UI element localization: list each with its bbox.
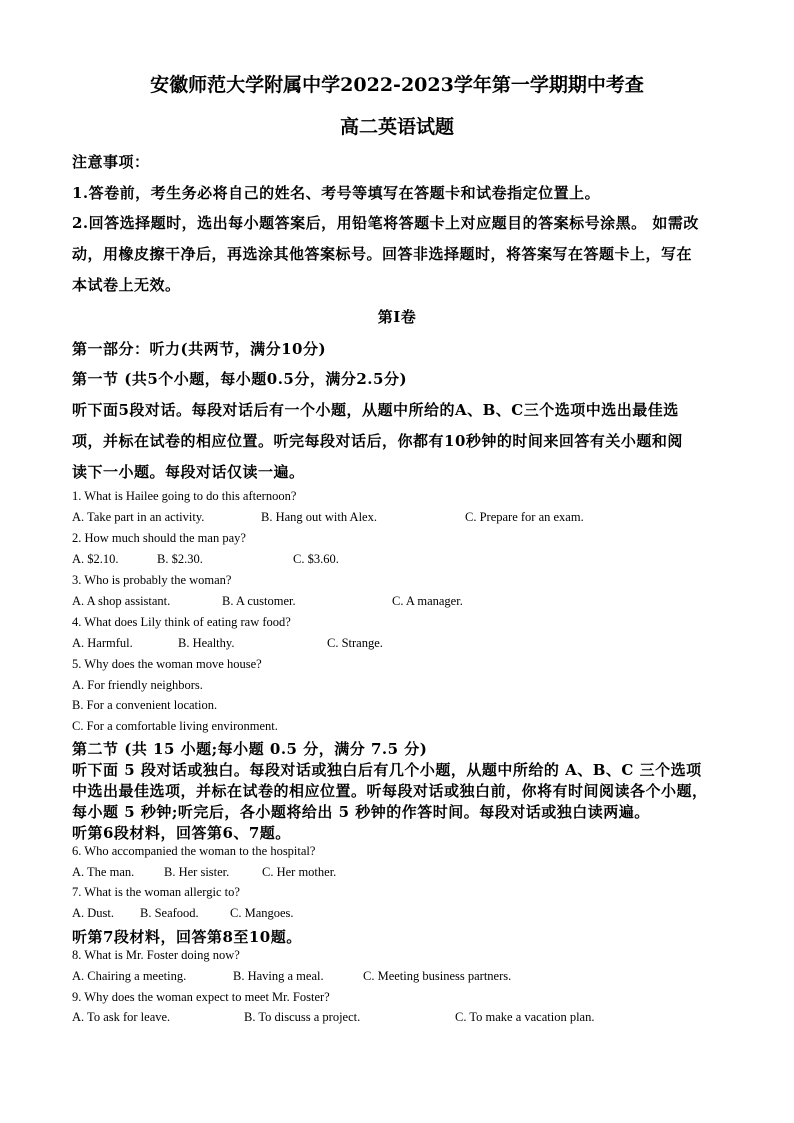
notice-item-1: 1.答卷前，考生务必将自己的姓名、考号等填写在答题卡和试卷指定位置上。 [72, 184, 601, 202]
question-9-option-c: C. To make a vacation plan. [455, 1010, 595, 1024]
question-6-option-b: B. Her sister. [164, 865, 230, 879]
question-7-option-a: A. Dust. [72, 906, 115, 920]
question-4-option-b: B. Healthy. [178, 636, 235, 650]
question-6: 6. Who accompanied the woman to the hospital? [72, 844, 316, 858]
question-8-option-b: B. Having a meal. [233, 969, 324, 983]
question-2-option-c: C. $3.60. [293, 552, 339, 566]
question-8: 8. What is Mr. Foster doing now? [72, 948, 240, 962]
question-3-option-a: A. A shop assistant. [72, 594, 171, 608]
question-4-option-c: C. Strange. [327, 636, 383, 650]
question-5: 5. Why does the woman move house? [72, 657, 262, 671]
notice-heading: 注意事项： [72, 153, 150, 171]
notice-item-2-line-3: 本试卷上无效。 [72, 276, 181, 294]
question-4: 4. What does Lily think of eating raw food? [72, 615, 291, 629]
exam-title: 安徽师范大学附属中学2022-2023学年第一学期期中考查 [150, 74, 644, 96]
section1-heading: 第一节 (共5个小题，每小题0.5分，满分2.5分) [72, 370, 408, 388]
question-8-option-c: C. Meeting business partners. [363, 969, 512, 983]
part1-heading: 第一部分：听力(共两节，满分10分) [72, 340, 327, 358]
question-9-option-b: B. To discuss a project. [244, 1010, 361, 1024]
section2-instruction-line-1: 听下面 5 段对话或独白。每段对话或独白后有几个小题，从题中所给的 A、B、C 三个选项 [72, 761, 702, 779]
question-3: 3. Who is probably the woman? [72, 573, 232, 587]
notice-item-2-line-2: 动，用橡皮擦干净后，再选涂其他答案标号。回答非选择题时，将答案写在答题卡上，写在 [72, 245, 693, 263]
question-2-option-a: A. $2.10. [72, 552, 119, 566]
volume-heading: 第I卷 [377, 308, 417, 326]
question-6-option-c: C. Her mother. [262, 865, 337, 879]
question-5-option-b: B. For a convenient location. [72, 698, 218, 712]
section2-heading: 第二节 (共 15 小题;每小题 0.5 分，满分 7.5 分) [72, 740, 428, 758]
section2-instruction-line-2: 中选出最佳选项，并标在试卷的相应位置。听每段对话或独白前，你将有时间阅读各个小题， [72, 782, 708, 800]
question-4-option-a: A. Harmful. [72, 636, 133, 650]
section1-instruction-line-1: 听下面5段对话。每段对话后有一个小题，从题中所给的A、B、C三个选项中选出最佳选 [72, 401, 679, 419]
question-1-option-c: C. Prepare for an exam. [465, 510, 584, 524]
notice-item-2-line-1: 2.回答选择题时，选出每小题答案后，用铅笔将答题卡上对应题目的答案标号涂黑。 如需改 [72, 214, 699, 232]
question-3-option-b: B. A customer. [222, 594, 296, 608]
question-2: 2. How much should the man pay? [72, 531, 246, 545]
question-8-option-a: A. Chairing a meeting. [72, 969, 187, 983]
question-1: 1. What is Hailee going to do this afternoon? [72, 489, 297, 503]
exam-subtitle: 高二英语试题 [339, 116, 454, 138]
section1-instruction-line-3: 读下一小题。每段对话仅读一遍。 [72, 463, 305, 481]
question-1-option-a: A. Take part in an activity. [72, 510, 205, 524]
question-7: 7. What is the woman allergic to? [72, 885, 240, 899]
section1-instruction-line-2: 项，并标在试卷的相应位置。听完每段对话后，你都有10秒钟的时间来回答有关小题和阅 [72, 432, 683, 450]
section2-instruction-line-3: 每小题 5 秒钟;听完后，各小题将给出 5 秒钟的作答时间。每段对话或独白读两遍。 [72, 803, 650, 821]
question-1-option-b: B. Hang out with Alex. [261, 510, 377, 524]
question-3-option-c: C. A manager. [392, 594, 463, 608]
question-9: 9. Why does the woman expect to meet Mr. Foster? [72, 990, 330, 1004]
question-2-option-b: B. $2.30. [157, 552, 203, 566]
material-6-heading: 听第6段材料，回答第6、7题。 [72, 824, 291, 842]
question-9-option-a: A. To ask for leave. [72, 1010, 171, 1024]
question-5-option-a: A. For friendly neighbors. [72, 678, 203, 692]
question-5-option-c: C. For a comfortable living environment. [72, 719, 278, 733]
question-6-option-a: A. The man. [72, 865, 135, 879]
question-7-option-c: C. Mangoes. [230, 906, 294, 920]
material-7-heading: 听第7段材料，回答第8至10题。 [72, 928, 302, 946]
question-7-option-b: B. Seafood. [140, 906, 199, 920]
